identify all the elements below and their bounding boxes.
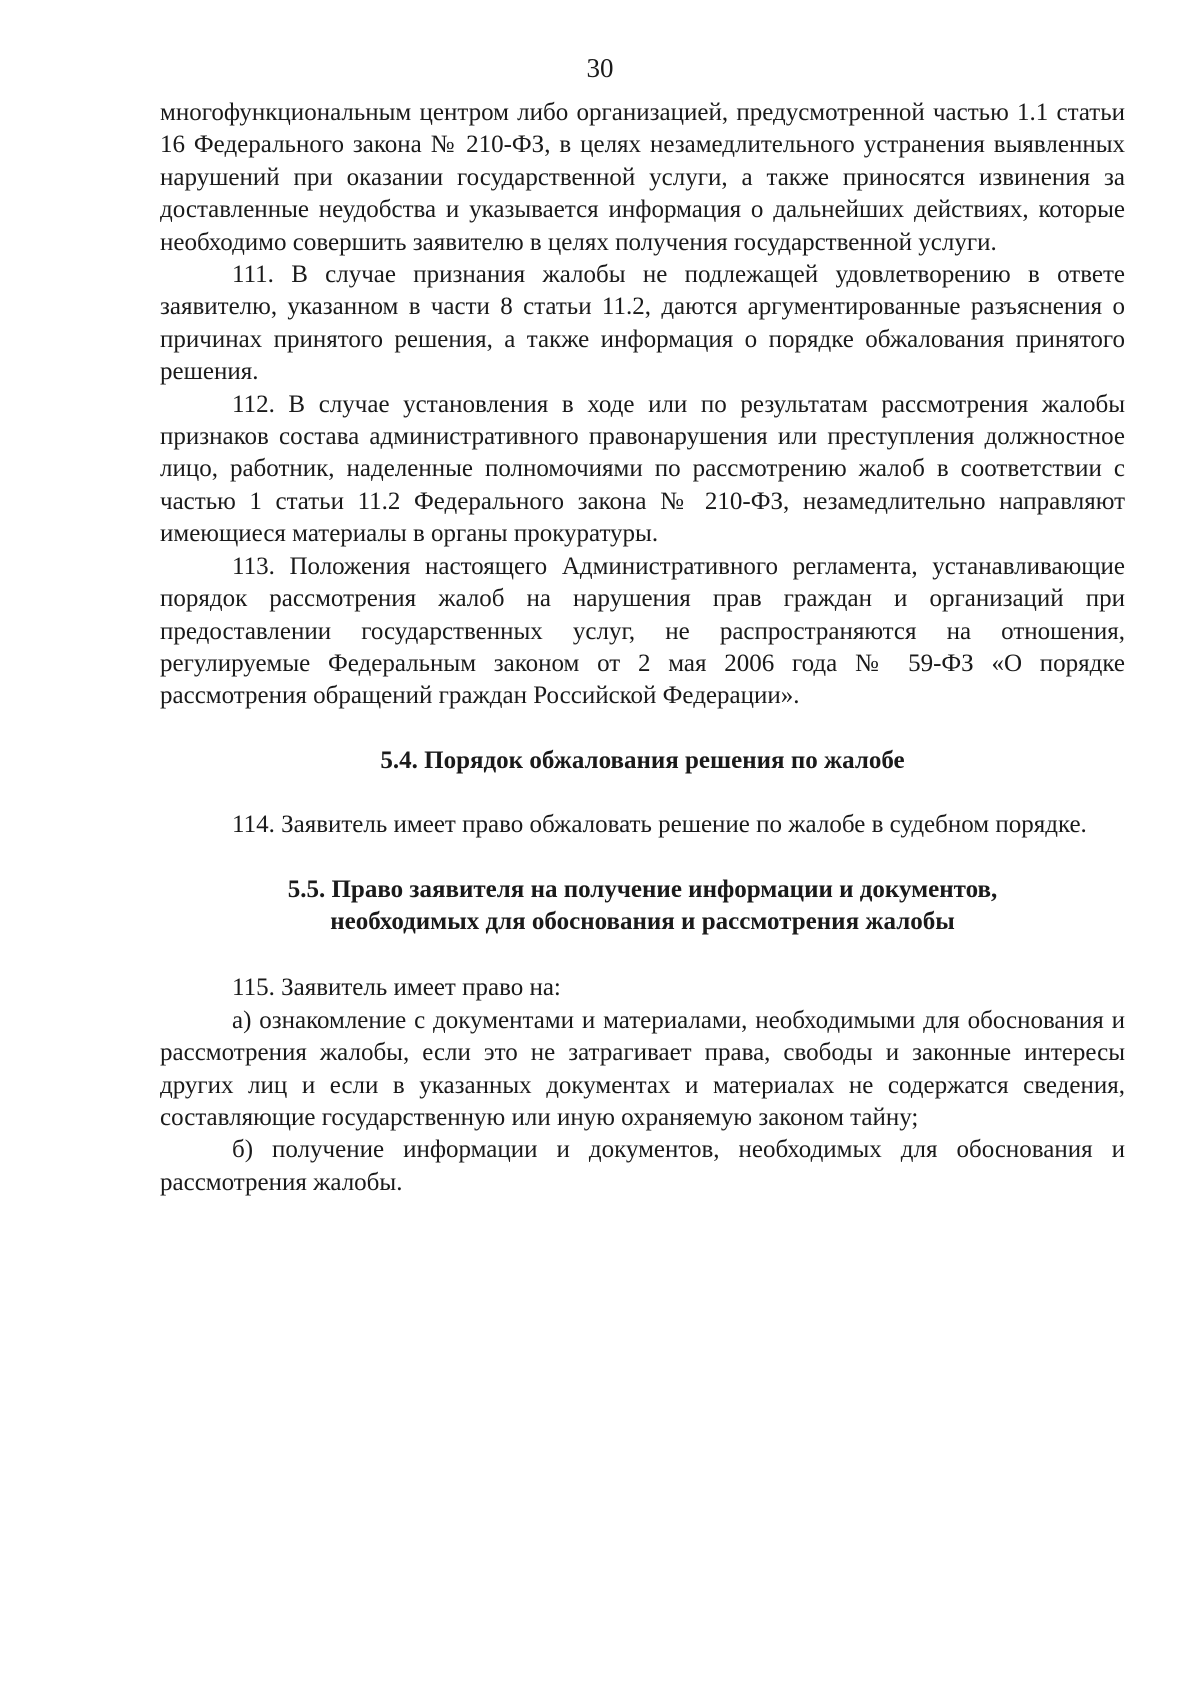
paragraph-112: 112. В случае установления в ходе или по результатам рассмотрения жалобы признаков состава административного правонарушения или преступления должностное лицо, работник, наделенные полномочиями по рассмотрению жалоб в соответствии с частью 1 статьи 11.2 Федерального закона № 210-ФЗ, незамедлительно направляют имеющиеся материалы в органы прокуратуры. [160,390,1125,548]
page-number: 30 [586,53,614,83]
section-heading-5-5-line-1: 5.5. Право заявителя на получение информации и документов, [287,875,998,903]
paragraph-113: 113. Положения настоящего Административного регламента, устанавливающие порядок рассмотрения жалоб на нарушения прав граждан и организаций при предоставлении государственных услуг, не распространяются на отношения, регулируемые Федеральным законом от 2 мая 2006 года № 59-ФЗ «О порядке рассмотрения обращений граждан Российской Федерации». [160,552,1125,710]
document-body [160,97,1125,1199]
paragraph-114: 114. Заявитель имеет право обжаловать решение по жалобе в судебном порядке. [232,811,1087,839]
section-heading-5-5 [160,874,1125,939]
paragraph-continuation: многофункциональным центром либо организацией, предусмотренной частью 1.1 статьи 16 Федерального закона № 210-ФЗ, в целях незамедлительного устранения выявленных нарушений при оказании государственной услуги, а также приносятся извинения за доставленные неудобства и указывается информация о дальнейших действиях, которые необходимо совершить заявителю в целях получения государственной услуги. [160,99,1125,256]
list-item-a: а) ознакомление с документами и материалами, необходимыми для обоснования и рассмотрения жалобы, если это не затрагивает права, свободы и законные интересы других лиц и если в указанных документах и материалах не содержатся сведения, составляющие государственную или иную охраняемую законом тайну; [160,1006,1125,1131]
section-heading-5-5-line-2: необходимых для обоснования и рассмотрения жалобы [330,907,955,935]
paragraph-111: 111. В случае признания жалобы не подлежащей удовлетворению в ответе заявителю, указанном в части 8 статьи 11.2, даются аргументированные разъяснения о причинах принятого решения, а также информация о порядке обжалования принятого решения. [160,261,1125,386]
section-heading-5-4: 5.4. Порядок обжалования решения по жалобе [380,746,905,774]
list-item-b: б) получение информации и документов, необходимых для обоснования и рассмотрения жалобы. [160,1136,1125,1196]
paragraph-115: 115. Заявитель имеет право на: [232,974,561,1002]
